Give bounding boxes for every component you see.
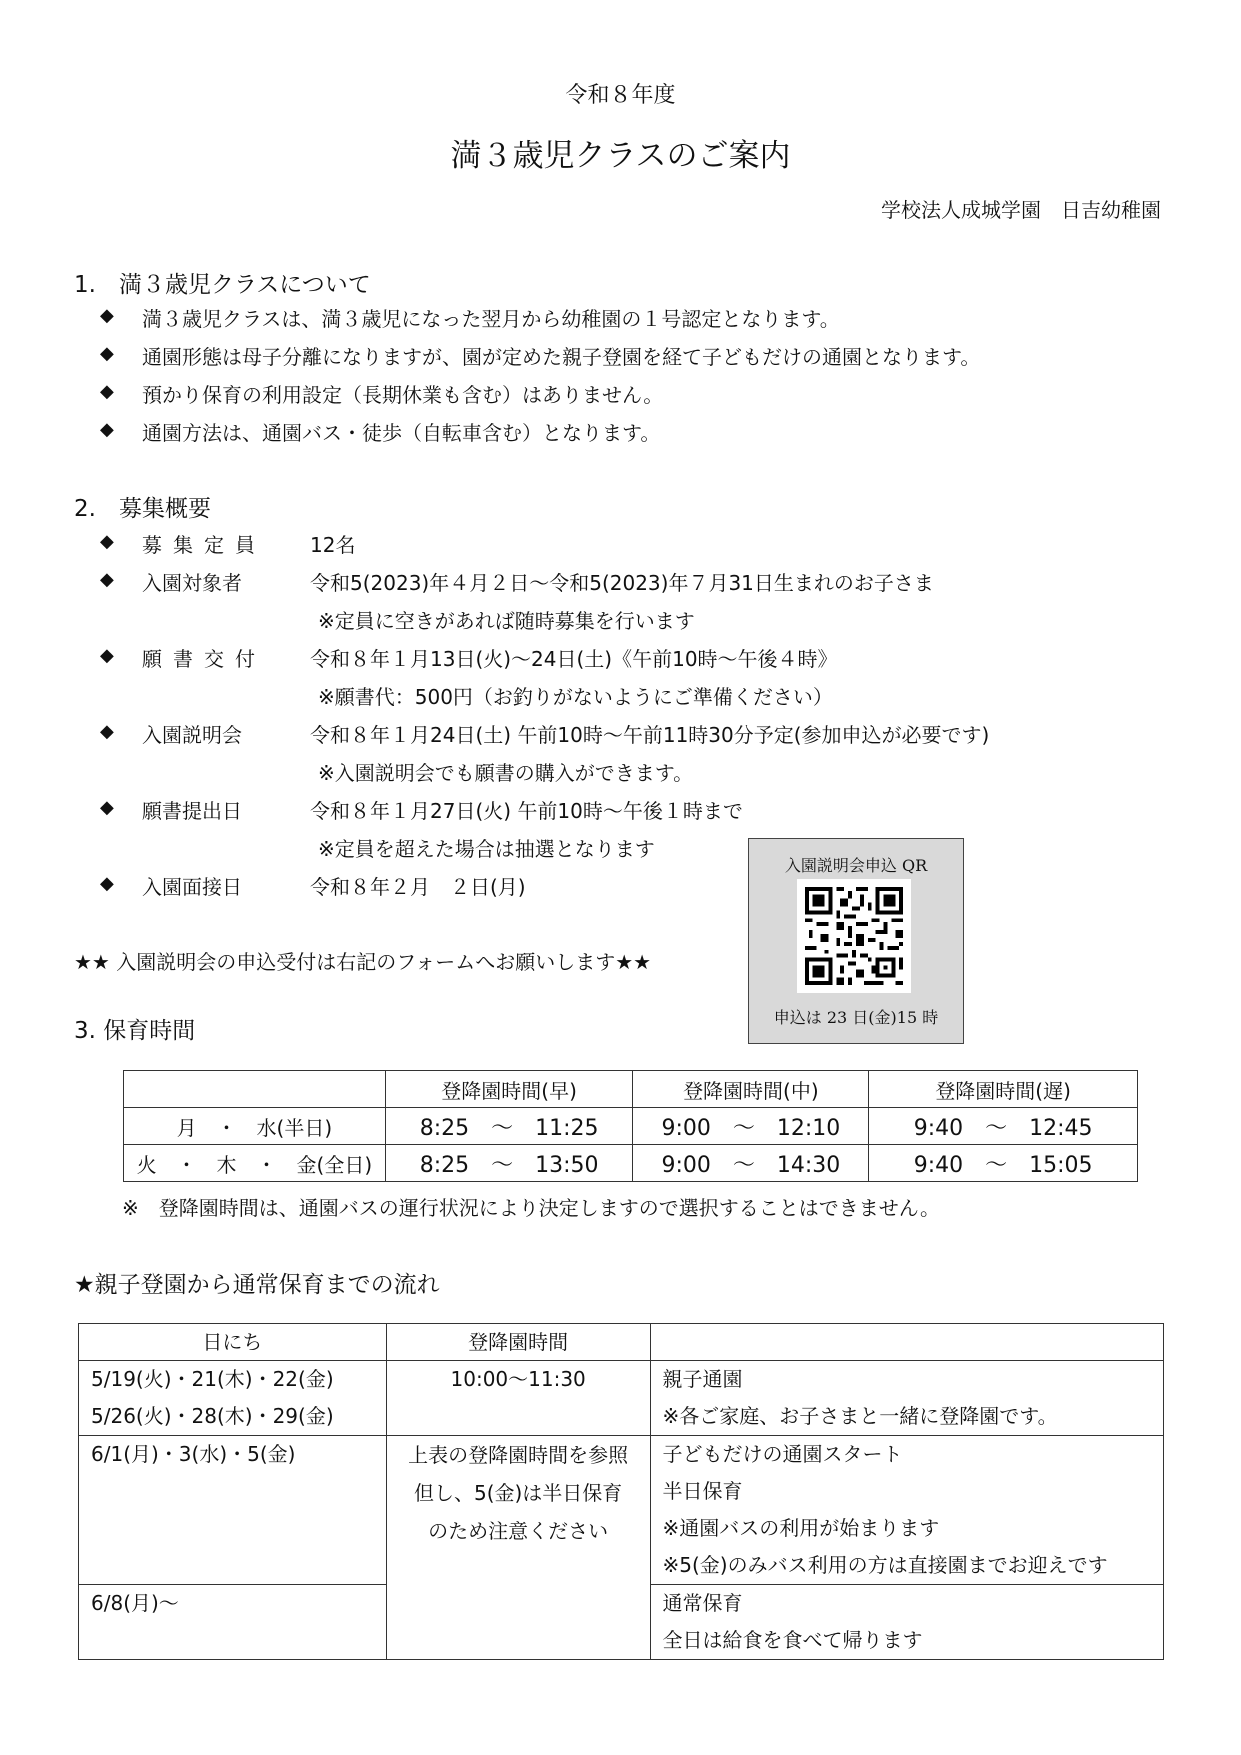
table-cell: 月 ・ 水(半日) bbox=[124, 1108, 386, 1145]
table-header-cell bbox=[650, 1324, 1163, 1361]
section1-item: 満３歳児クラスは、満３歳児になった翌月から幼稚園の１号認定となります。 bbox=[142, 307, 840, 331]
flow-content: 半日保育 bbox=[662, 1479, 743, 1503]
briefing-note: ※入園説明会でも願書の購入ができます。 bbox=[318, 761, 694, 785]
flow-content: 通常保育 bbox=[662, 1591, 743, 1615]
section2-heading: 2. 募集概要 bbox=[74, 496, 211, 522]
briefing-label: 入園説明会 bbox=[142, 723, 242, 747]
qr-code-icon[interactable] bbox=[797, 879, 911, 993]
organization-name: 学校法人成城学園 日吉幼稚園 bbox=[881, 198, 1161, 222]
fiscal-year: 令和８年度 bbox=[565, 83, 676, 108]
table-cell: 9:40 ～ 15:05 bbox=[869, 1145, 1138, 1182]
flow-date-cell bbox=[79, 1361, 387, 1436]
recruit-label: 募集定員 bbox=[142, 533, 266, 557]
table-header-cell: 登降園時間(中) bbox=[633, 1071, 869, 1108]
table-header-cell: 日にち bbox=[79, 1324, 387, 1361]
diamond-bullet-icon: ◆ bbox=[100, 873, 114, 894]
table-cell: 火 ・ 木 ・ 金(全日) bbox=[124, 1145, 386, 1182]
recruit-value: 12名 bbox=[310, 533, 356, 557]
flow-content: ※通園バスの利用が始まります bbox=[662, 1516, 940, 1540]
table-cell: 9:00 ～ 12:10 bbox=[633, 1108, 869, 1145]
flow-heading: ★親子登園から通常保育までの流れ bbox=[74, 1272, 440, 1298]
diamond-bullet-icon: ◆ bbox=[100, 797, 114, 818]
table-row bbox=[124, 1108, 1138, 1145]
diamond-bullet-icon: ◆ bbox=[100, 569, 114, 590]
table-row bbox=[79, 1361, 1164, 1436]
application-issue-value: 令和８年１月13日(火)～24日(土)《午前10時～午後４時》 bbox=[310, 647, 838, 671]
flow-time: 10:00～11:30 bbox=[450, 1367, 586, 1391]
section3-heading: 3. 保育時間 bbox=[74, 1018, 196, 1044]
table-row bbox=[79, 1436, 1164, 1585]
schedule-table bbox=[123, 1070, 1138, 1182]
table-header-cell: 登降園時間(遅) bbox=[869, 1071, 1138, 1108]
flow-content: ※5(金)のみバス利用の方は直接園までお迎えです bbox=[662, 1553, 1108, 1577]
flow-content: 親子通園 bbox=[662, 1367, 743, 1391]
diamond-bullet-icon: ◆ bbox=[100, 531, 114, 552]
flow-time-cell bbox=[386, 1361, 650, 1436]
section1-item: 預かり保育の利用設定（長期休業も含む）はありません。 bbox=[142, 383, 664, 407]
qr-label: 入園説明会申込 QR bbox=[784, 856, 928, 875]
schedule-note: ※ 登降園時間は、通園バスの運行状況により決定しますので選択することはできません。 bbox=[122, 1196, 940, 1220]
flow-date-cell bbox=[79, 1585, 387, 1660]
table-cell: 9:40 ～ 12:45 bbox=[869, 1108, 1138, 1145]
flow-table bbox=[78, 1323, 1164, 1660]
flow-time-cell bbox=[386, 1436, 650, 1660]
section1-heading: 1. 満３歳児クラスについて bbox=[74, 272, 371, 298]
table-header-row bbox=[124, 1071, 1138, 1108]
flow-date: 5/19(火)・21(木)・22(金) bbox=[91, 1367, 334, 1391]
diamond-bullet-icon: ◆ bbox=[100, 343, 114, 364]
qr-panel bbox=[748, 838, 964, 1044]
section1-item: 通園形態は母子分離になりますが、園が定めた親子登園を経て子どもだけの通園となります。 bbox=[142, 345, 981, 369]
flow-time: 但し、5(金)は半日保育 bbox=[413, 1481, 623, 1505]
flow-content-cell bbox=[650, 1361, 1163, 1436]
flow-date: 6/1(月)・3(水)・5(金) bbox=[91, 1442, 296, 1466]
table-header-cell bbox=[124, 1071, 386, 1108]
flow-content: 子どもだけの通園スタート bbox=[662, 1442, 903, 1466]
diamond-bullet-icon: ◆ bbox=[100, 721, 114, 742]
diamond-bullet-icon: ◆ bbox=[100, 305, 114, 326]
diamond-bullet-icon: ◆ bbox=[100, 645, 114, 666]
eligibility-value: 令和5(2023)年４月２日～令和5(2023)年７月31日生まれのお子さま bbox=[310, 571, 934, 595]
flow-content: ※各ご家庭、お子さまと一緒に登降園です。 bbox=[662, 1404, 1058, 1428]
submission-label: 願書提出日 bbox=[142, 799, 242, 823]
flow-date: 6/8(月)～ bbox=[91, 1591, 179, 1615]
diamond-bullet-icon: ◆ bbox=[100, 381, 114, 402]
flow-content-cell bbox=[650, 1436, 1163, 1585]
flow-content-cell bbox=[650, 1585, 1163, 1660]
flow-content: 全日は給食を食べて帰ります bbox=[662, 1628, 923, 1652]
eligibility-label: 入園対象者 bbox=[142, 571, 242, 595]
table-header-row bbox=[79, 1324, 1164, 1361]
section1-item: 通園方法は、通園バス・徒歩（自転車含む）となります。 bbox=[142, 421, 661, 445]
submission-note: ※定員を超えた場合は抽選となります bbox=[318, 837, 655, 861]
page-title: 満３歳児クラスのご案内 bbox=[450, 138, 791, 174]
briefing-notice: ★★ 入園説明会の申込受付は右記のフォームへお願いします★★ bbox=[74, 950, 652, 974]
flow-time: 上表の登降園時間を参照 bbox=[408, 1443, 629, 1467]
flow-date-cell bbox=[79, 1436, 387, 1585]
eligibility-note: ※定員に空きがあれば随時募集を行います bbox=[318, 609, 695, 633]
flow-date: 5/26(火)・28(木)・29(金) bbox=[91, 1404, 334, 1428]
table-row bbox=[124, 1145, 1138, 1182]
submission-value: 令和８年１月27日(火) 午前10時～午後１時まで bbox=[310, 799, 743, 823]
table-cell: 9:00 ～ 14:30 bbox=[633, 1145, 869, 1182]
diamond-bullet-icon: ◆ bbox=[100, 419, 114, 440]
application-issue-note: ※願書代：500円（お釣りがないようにご準備ください） bbox=[318, 685, 833, 709]
table-cell: 8:25 ～ 11:25 bbox=[385, 1108, 633, 1145]
briefing-value: 令和８年１月24日(土) 午前10時～午前11時30分予定(参加申込が必要です) bbox=[310, 723, 990, 747]
qr-deadline-note: 申込は 23 日(金)15 時 bbox=[773, 1008, 939, 1027]
application-issue-label: 願書交付 bbox=[142, 647, 266, 671]
table-cell: 8:25 ～ 13:50 bbox=[385, 1145, 633, 1182]
table-header-cell: 登降園時間(早) bbox=[385, 1071, 633, 1108]
table-header-cell: 登降園時間 bbox=[386, 1324, 650, 1361]
interview-label: 入園面接日 bbox=[142, 875, 242, 899]
interview-value: 令和８年２月 ２日(月) bbox=[310, 875, 526, 899]
flow-time: のため注意ください bbox=[428, 1519, 609, 1543]
